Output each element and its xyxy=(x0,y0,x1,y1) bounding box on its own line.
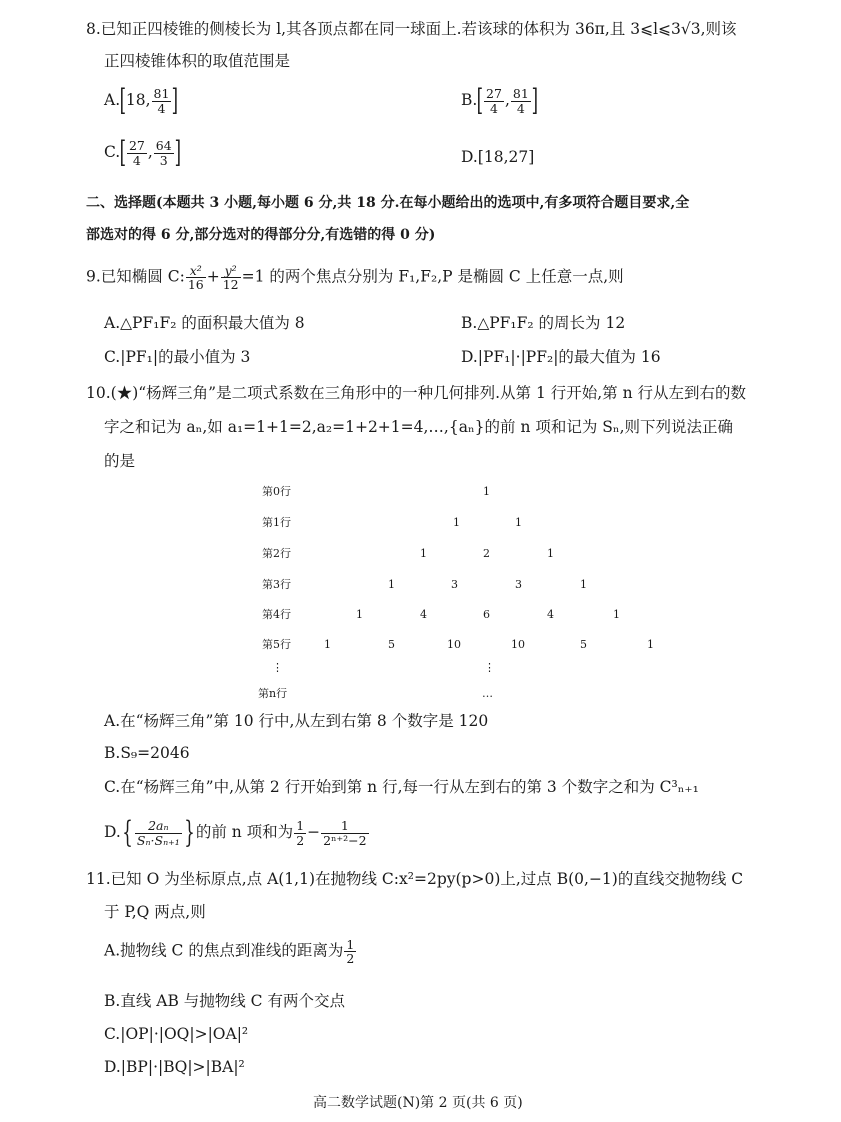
q11-option-a: A.抛物线 C 的焦点到准线的距离为 $\frac{1}{2}$ xyxy=(104,937,355,967)
triangle-cell: 6 xyxy=(483,608,490,621)
q9-stem: 9.已知椭圆 C: $\frac{\text{x²}}{16}$ + $\frac{\text{y²}}{12}$ =1 的两个焦点分别为 F₁,F₂,P 是椭圆 C 上任意一点,则 xyxy=(86,263,624,293)
triangle-cell: 1 xyxy=(388,578,395,591)
triangle-cell: 1 xyxy=(580,578,587,591)
q10-line1: 10.(★)“杨辉三角”是二项式系数在三角形中的一种几何排列.从第 1 行开始,第 n 行从左到右的数 xyxy=(86,384,747,402)
q9-option-a: A.△PF₁F₂ 的面积最大值为 8 xyxy=(104,314,305,332)
triangle-cell: 2 xyxy=(483,547,490,560)
q10-line2: 字之和记为 aₙ,如 a₁=1+1=2,a₂=1+2+1=4,…,{aₙ}的前 n 项和记为 Sₙ,则下列说法正确 xyxy=(104,418,734,436)
row-label: 第0行 xyxy=(262,485,291,498)
triangle-cell: 10 xyxy=(447,638,461,651)
row-label-vdots: ⋮ xyxy=(272,661,283,674)
triangle-cell: 3 xyxy=(515,578,522,591)
q10-line3: 的是 xyxy=(104,452,136,470)
triangle-cell: 1 xyxy=(483,485,490,498)
triangle-vdots: ⋮ xyxy=(484,661,495,674)
triangle-cell: 1 xyxy=(515,516,522,529)
triangle-cell: 1 xyxy=(356,608,363,621)
triangle-cell: 5 xyxy=(580,638,587,651)
q8-option-b: B.[ $\frac{27}{4}$ , $\frac{81}{4}$ ] xyxy=(461,83,538,118)
q10-option-a: A.在“杨辉三角”第 10 行中,从左到右第 8 个数字是 120 xyxy=(104,712,489,730)
q8-option-c: C.[ $\frac{27}{4}$ , $\frac{64}{3}$ ] xyxy=(104,135,181,170)
page-footer: 高二数学试题(N)第 2 页(共 6 页) xyxy=(313,1095,523,1111)
q9-option-c: C.|PF₁|的最小值为 3 xyxy=(104,348,251,366)
q8-option-d: D.[18,27] xyxy=(461,148,535,166)
q11-option-b: B.直线 AB 与抛物线 C 有两个交点 xyxy=(104,992,345,1010)
row-label: 第n行 xyxy=(258,687,288,700)
triangle-cell: 1 xyxy=(613,608,620,621)
triangle-cell: 1 xyxy=(647,638,654,651)
triangle-cell: 3 xyxy=(451,578,458,591)
triangle-cell: 1 xyxy=(420,547,427,560)
row-label: 第5行 xyxy=(262,638,291,651)
triangle-cell: 4 xyxy=(547,608,554,621)
q10-option-d: D.{ $\frac{\text{2aₙ}}{\text{Sₙ·Sₙ₊₁}}$ }的前 n 项和为 $\frac{1}{2}$ − $\frac{1}{\text{2ⁿ⁺²−2}}$ xyxy=(104,815,367,850)
q11-option-c: C.|OP|·|OQ|>|OA|² xyxy=(104,1025,249,1043)
q10-option-c: C.在“杨辉三角”中,从第 2 行开始到第 n 行,每一行从左到右的第 3 个数字之和为 C³ₙ₊₁ xyxy=(104,778,699,796)
triangle-cell: 1 xyxy=(324,638,331,651)
q11-line2: 于 P,Q 两点,则 xyxy=(104,903,206,921)
triangle-hdots: … xyxy=(482,687,493,700)
triangle-cell: 1 xyxy=(453,516,460,529)
triangle-cell: 5 xyxy=(388,638,395,651)
q8-option-a: A.[18, $\frac{81}{4}$ ] xyxy=(104,83,179,118)
row-label: 第2行 xyxy=(262,547,291,560)
triangle-cell: 4 xyxy=(420,608,427,621)
section2-line1: 二、选择题(本题共 3 小题,每小题 6 分,共 18 分.在每小题给出的选项中,有多项符合题目要求,全 xyxy=(86,195,690,211)
q9-option-b: B.△PF₁F₂ 的周长为 12 xyxy=(461,314,626,332)
q8-line2: 正四棱锥体积的取值范围是 xyxy=(104,52,291,70)
row-label: 第4行 xyxy=(262,608,291,621)
q8-line1: 8.已知正四棱锥的侧棱长为 l,其各顶点都在同一球面上.若该球的体积为 36π,且 3⩽l⩽3√3,则该 xyxy=(86,20,737,38)
q11-line1: 11.已知 O 为坐标原点,点 A(1,1)在抛物线 C:x²=2py(p>0)上,过点 B(0,−1)的直线交抛物线 C xyxy=(86,870,744,888)
triangle-cell: 10 xyxy=(511,638,525,651)
q10-option-b: B.S₉=2046 xyxy=(104,744,190,762)
section2-line2: 部选对的得 6 分,部分选对的得部分分,有选错的得 0 分) xyxy=(86,227,436,243)
row-label: 第1行 xyxy=(262,516,291,529)
q11-option-d: D.|BP|·|BQ|>|BA|² xyxy=(104,1058,245,1076)
triangle-cell: 1 xyxy=(547,547,554,560)
row-label: 第3行 xyxy=(262,578,291,591)
q9-option-d: D.|PF₁|·|PF₂|的最大值为 16 xyxy=(461,348,661,366)
